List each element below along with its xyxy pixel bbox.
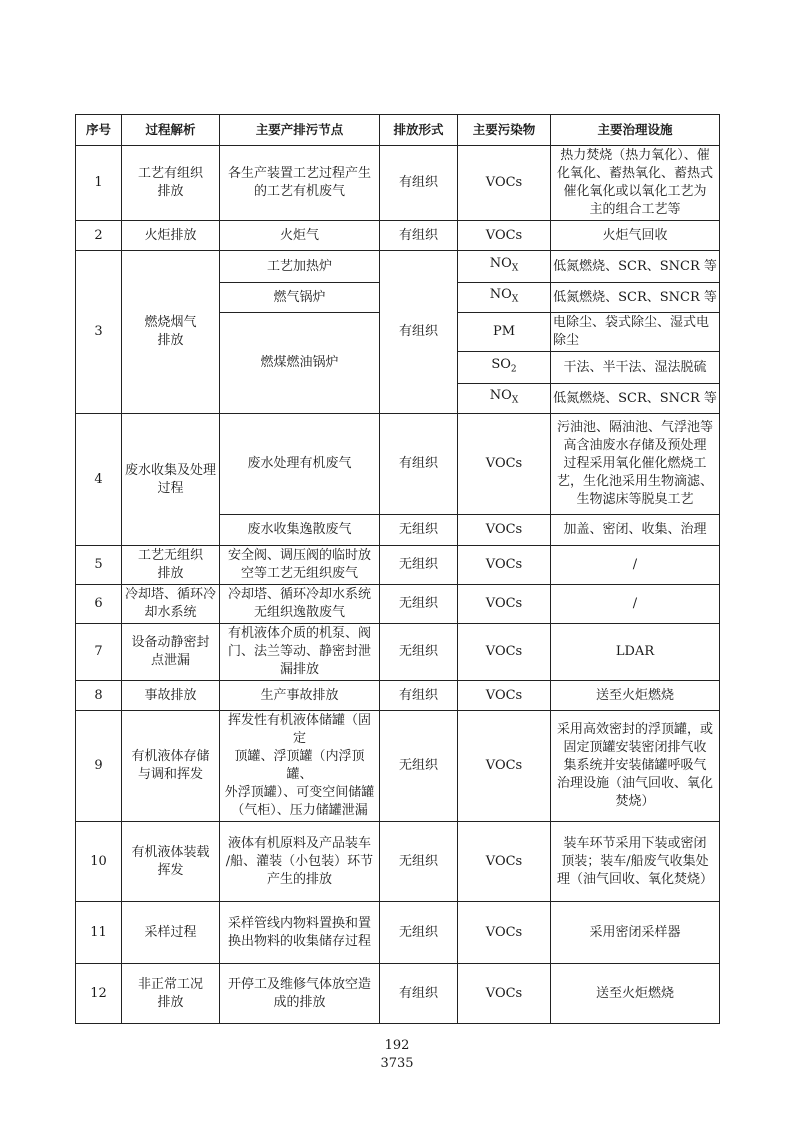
- node-cell: 工艺加热炉: [220, 251, 380, 283]
- facility-cell: 低氮燃烧、SCR、SNCR 等: [551, 251, 720, 283]
- pollutant-cell: VOCs: [458, 414, 551, 515]
- form-cell: 无组织: [380, 822, 458, 902]
- form-cell: 有组织: [380, 221, 458, 251]
- row-number: 6: [76, 585, 122, 624]
- pollutant-cell: VOCs: [458, 585, 551, 624]
- form-cell: 无组织: [380, 624, 458, 681]
- table-row: [76, 251, 720, 283]
- header-node: 主要产排污节点: [220, 115, 380, 146]
- process-cell: 有机液体装载 挥发: [122, 822, 220, 902]
- table-row: [76, 546, 720, 585]
- pollutant-cell: [458, 251, 551, 283]
- header-facility: 主要治理设施: [551, 115, 720, 146]
- facility-cell: /: [551, 546, 720, 585]
- row-number: 4: [76, 414, 122, 546]
- form-cell: 无组织: [380, 515, 458, 546]
- table-row: [76, 902, 720, 964]
- table-row: [76, 585, 720, 624]
- node-cell: 有机液体介质的机泵、阀 门、法兰等动、静密封泄 漏排放: [220, 624, 380, 681]
- pollutant-cell: VOCs: [458, 146, 551, 221]
- table-row: [76, 414, 720, 515]
- process-cell: 工艺有组织 排放: [122, 146, 220, 221]
- facility-cell: 送至火炬燃烧: [551, 681, 720, 711]
- nox-label: $NO_X$: [489, 256, 519, 274]
- form-cell: 无组织: [380, 902, 458, 964]
- pollutant-cell: VOCs: [458, 902, 551, 964]
- form-cell: 有组织: [380, 251, 458, 414]
- pollutant-cell: VOCs: [458, 515, 551, 546]
- page-subnumber: 3735: [380, 1056, 414, 1071]
- nox-label: $NO_X$: [489, 388, 519, 406]
- facility-cell: 采用密闭采样器: [551, 902, 720, 964]
- header-no: 序号: [76, 115, 122, 146]
- process-cell: 设备动静密封 点泄漏: [122, 624, 220, 681]
- so2-label: $SO_2$: [491, 357, 517, 375]
- process-cell: 有机液体存储 与调和挥发: [122, 711, 220, 822]
- node-cell: 废水处理有机废气: [220, 414, 380, 515]
- node-cell: 液体有机原料及产品装车 /船、灌装（小包装）环节 产生的排放: [220, 822, 380, 902]
- node-cell: 冷却塔、循环冷却水系统 无组织逸散废气: [220, 585, 380, 624]
- node-cell: 挥发性有机液体储罐（固定 顶罐、浮顶罐（内浮顶罐、 外浮顶罐）、可变空间储罐 （气柜）、压力储罐泄漏: [220, 711, 380, 822]
- table-row: [76, 624, 720, 681]
- form-cell: 无组织: [380, 546, 458, 585]
- row-number: 8: [76, 681, 122, 711]
- facility-cell: 送至火炬燃烧: [551, 964, 720, 1024]
- header-process: 过程解析: [122, 115, 220, 146]
- facility-cell: 电除尘、袋式除尘、湿式电 除尘: [551, 313, 720, 352]
- process-cell: 事故排放: [122, 681, 220, 711]
- facility-cell: 火炬气回收: [551, 221, 720, 251]
- table-row: [76, 711, 720, 822]
- row-number: 3: [76, 251, 122, 414]
- process-cell: 废水收集及处理 过程: [122, 414, 220, 546]
- process-cell: 工艺无组织 排放: [122, 546, 220, 585]
- row-number: 1: [76, 146, 122, 221]
- form-cell: 有组织: [380, 146, 458, 221]
- node-cell: 开停工及维修气体放空造 成的排放: [220, 964, 380, 1024]
- node-cell: 燃煤燃油锅炉: [220, 313, 380, 414]
- row-number: 10: [76, 822, 122, 902]
- pollutant-cell: VOCs: [458, 221, 551, 251]
- pollutant-cell: VOCs: [458, 711, 551, 822]
- row-number: 7: [76, 624, 122, 681]
- node-cell: 火炬气: [220, 221, 380, 251]
- pollutant-cell: [458, 283, 551, 313]
- row-number: 2: [76, 221, 122, 251]
- facility-cell: 低氮燃烧、SCR、SNCR 等: [551, 283, 720, 313]
- pollutant-cell: [458, 352, 551, 384]
- table-row: [76, 681, 720, 711]
- facility-cell: 采用高效密封的浮顶罐，或 固定顶罐安装密闭排气收 集系统并安装储罐呼吸气 治理设施（油气回收、氧化 焚烧）: [551, 711, 720, 822]
- facility-cell: 干法、半干法、湿法脱硫: [551, 352, 720, 384]
- header-form: 排放形式: [380, 115, 458, 146]
- process-cell: 冷却塔、循环冷 却水系统: [122, 585, 220, 624]
- facility-cell: /: [551, 585, 720, 624]
- row-number: 5: [76, 546, 122, 585]
- form-cell: 有组织: [380, 414, 458, 515]
- node-cell: 各生产装置工艺过程产生 的工艺有机废气: [220, 146, 380, 221]
- pollutant-cell: VOCs: [458, 964, 551, 1024]
- pollutant-cell: VOCs: [458, 546, 551, 585]
- row-number: 11: [76, 902, 122, 964]
- node-cell: 废水收集逸散废气: [220, 515, 380, 546]
- facility-cell: 加盖、密闭、收集、治理: [551, 515, 720, 546]
- facility-cell: 热力焚烧（热力氧化）、催 化氧化、蓄热氧化、蓄热式 催化氧化或以氧化工艺为 主的组合工艺等: [551, 146, 720, 221]
- nox-label: $NO_X$: [489, 287, 519, 305]
- row-number: 9: [76, 711, 122, 822]
- node-cell: 燃气锅炉: [220, 283, 380, 313]
- process-cell: 火炬排放: [122, 221, 220, 251]
- form-cell: 无组织: [380, 585, 458, 624]
- node-cell: 安全阀、调压阀的临时放 空等工艺无组织废气: [220, 546, 380, 585]
- facility-cell: 装车环节采用下装或密闭 顶装；装车/船废气收集处 理（油气回收、氧化焚烧）: [551, 822, 720, 902]
- process-cell: 非正常工况 排放: [122, 964, 220, 1024]
- pollutant-cell: VOCs: [458, 681, 551, 711]
- table-row: [76, 964, 720, 1024]
- pollutant-cell: PM: [458, 313, 551, 352]
- node-cell: 生产事故排放: [220, 681, 380, 711]
- node-cell: 采样管线内物料置换和置 换出物料的收集储存过程: [220, 902, 380, 964]
- table-row: [76, 221, 720, 251]
- pollutant-cell: VOCs: [458, 624, 551, 681]
- pollutant-cell: VOCs: [458, 822, 551, 902]
- facility-cell: 污油池、隔油池、气浮池等 高含油废水存储及预处理 过程采用氧化催化燃烧工 艺，生化池采用生物滴滤、 生物滤床等脱臭工艺: [551, 414, 720, 515]
- page-number: 192: [384, 1038, 410, 1053]
- header-pollutant: 主要污染物: [458, 115, 551, 146]
- pollutant-cell: [458, 384, 551, 414]
- form-cell: 有组织: [380, 964, 458, 1024]
- form-cell: 有组织: [380, 681, 458, 711]
- table-row: [76, 822, 720, 902]
- process-cell: 采样过程: [122, 902, 220, 964]
- facility-cell: LDAR: [551, 624, 720, 681]
- pollution-table: [75, 114, 720, 1024]
- process-cell: 燃烧烟气 排放: [122, 251, 220, 414]
- row-number: 12: [76, 964, 122, 1024]
- form-cell: 无组织: [380, 711, 458, 822]
- facility-cell: 低氮燃烧、SCR、SNCR 等: [551, 384, 720, 414]
- table-row: [76, 146, 720, 221]
- table-header-row: [76, 115, 720, 146]
